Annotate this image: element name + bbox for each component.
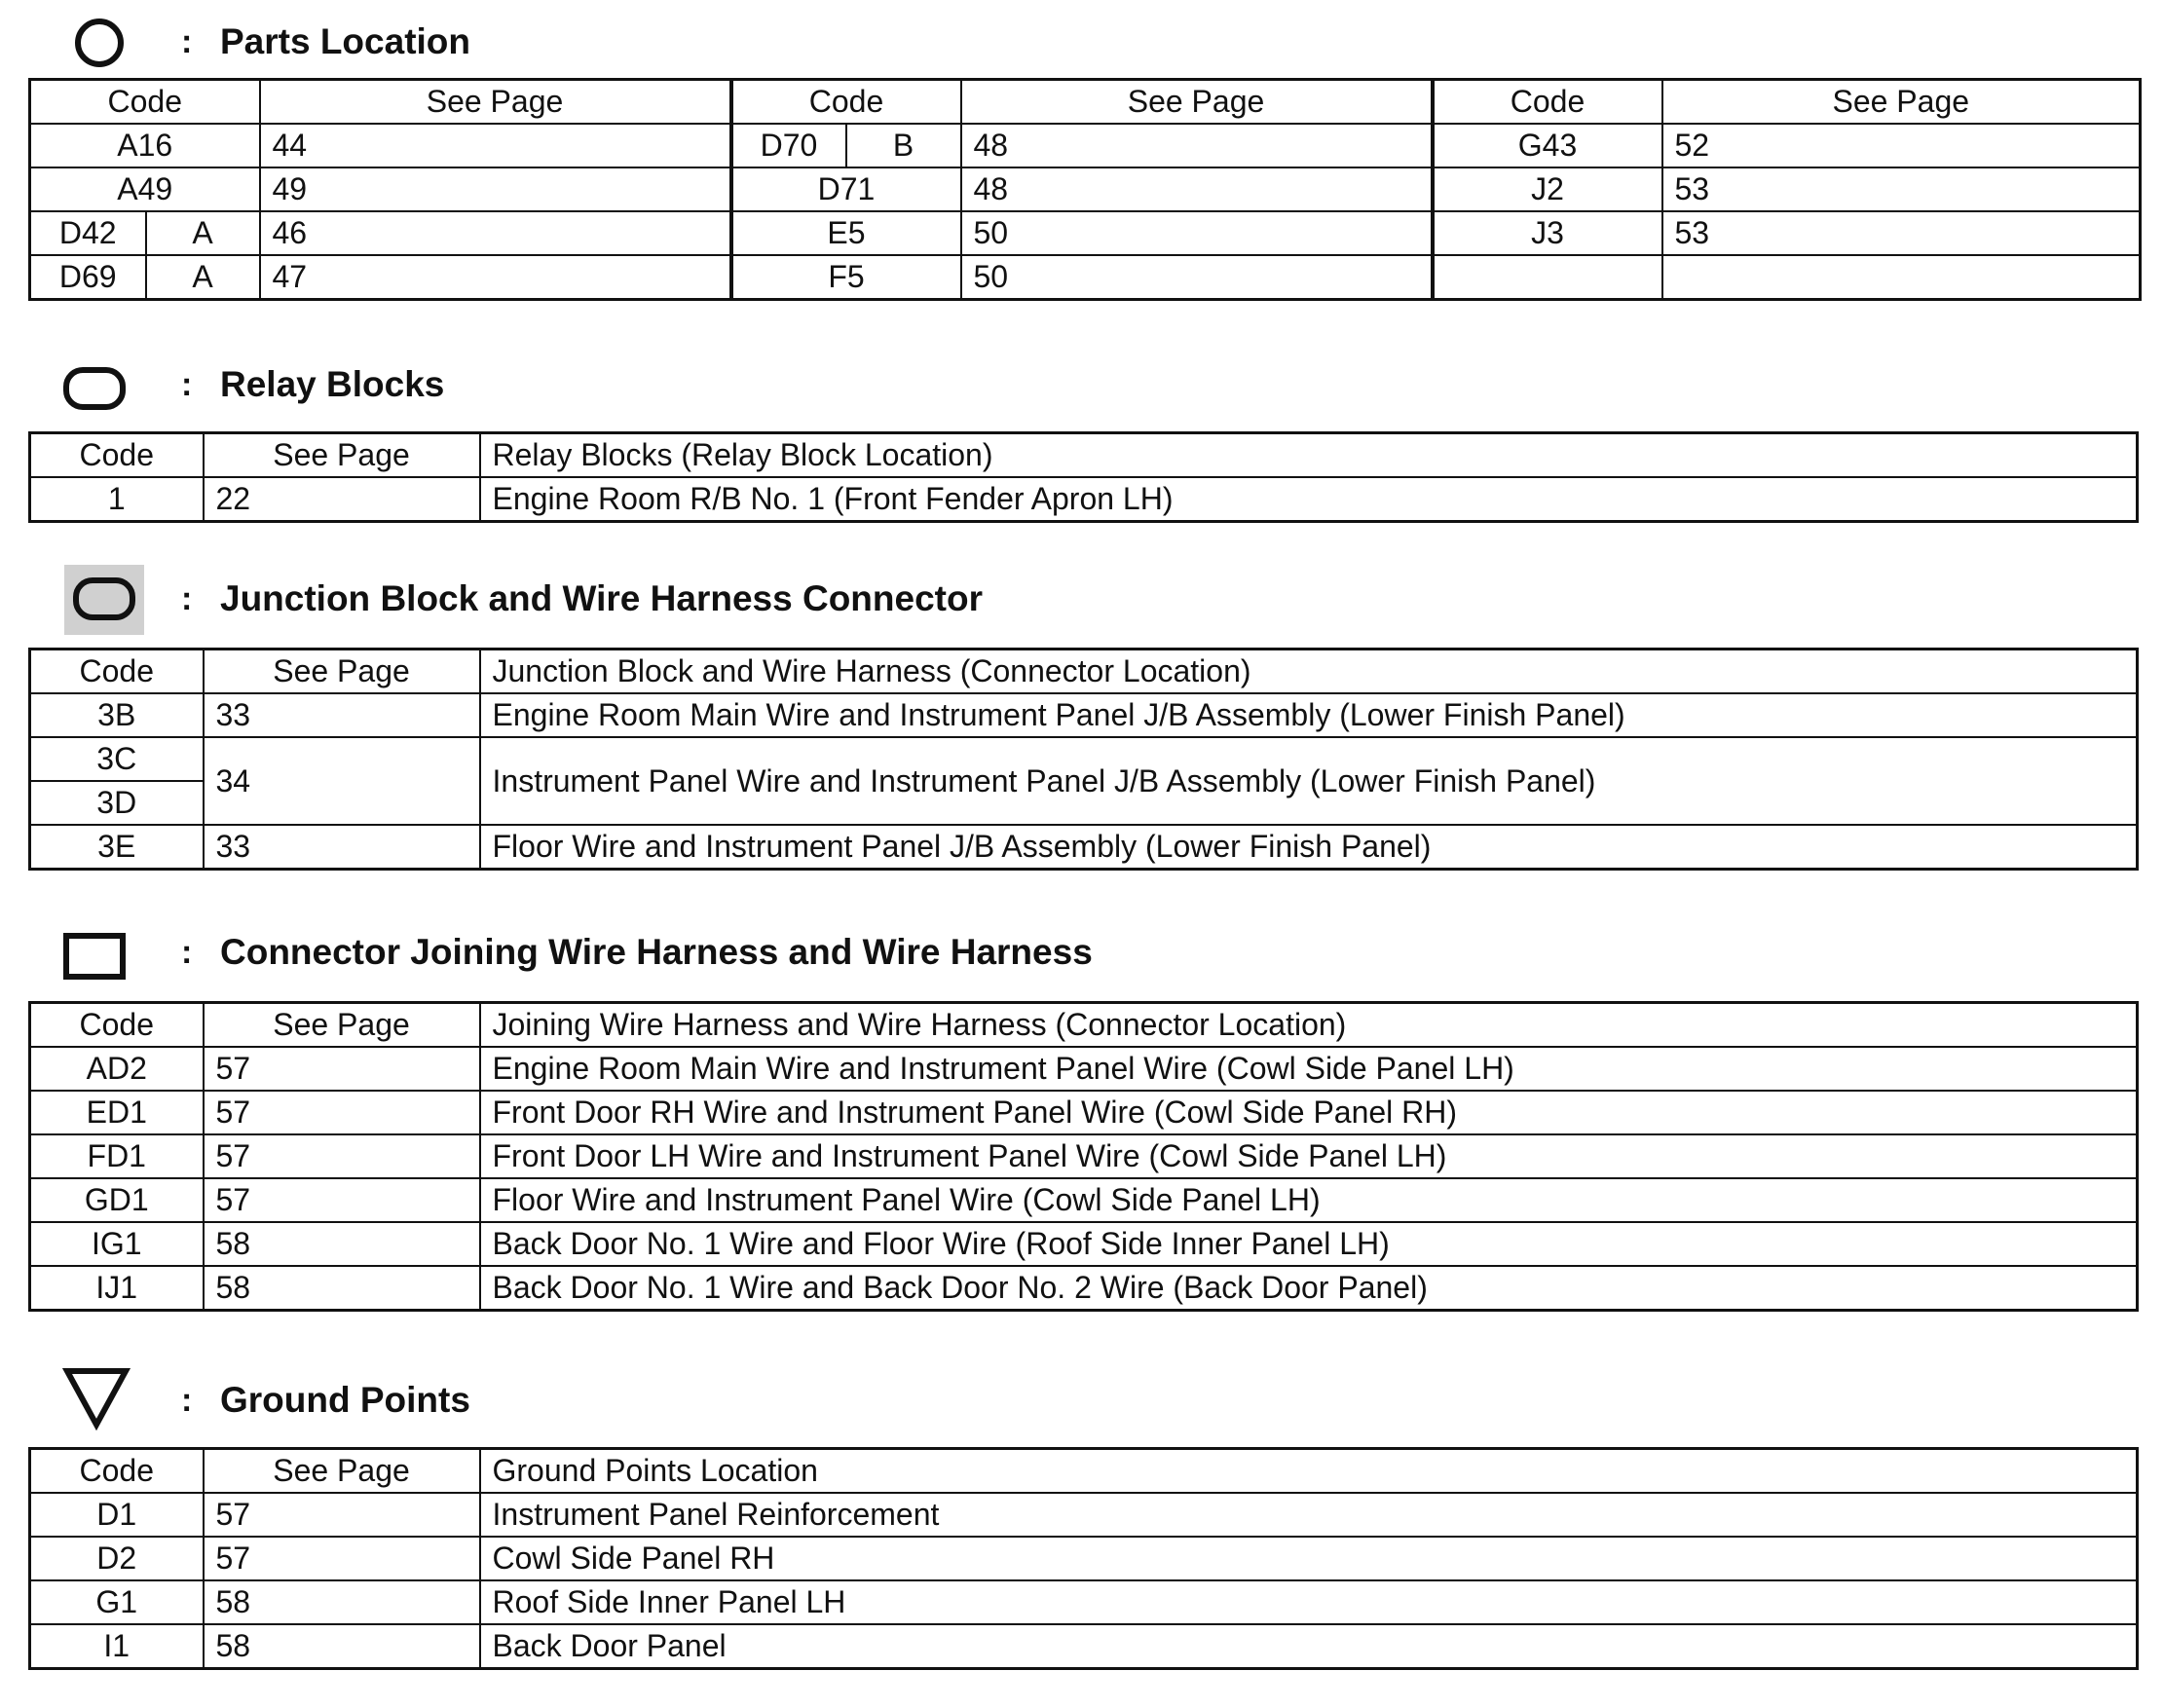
code-cell: D70 xyxy=(731,124,846,167)
junction-block-table xyxy=(28,648,2139,871)
code-cell: D69 xyxy=(30,255,146,300)
page-cell: 46 xyxy=(260,211,731,255)
header-see-page: See Page xyxy=(204,650,480,694)
page-cell: 52 xyxy=(1662,124,2141,167)
separator: : xyxy=(181,23,193,60)
section-title: Ground Points xyxy=(220,1380,470,1420)
header-description: Joining Wire Harness and Wire Harness (Connector Location) xyxy=(480,1003,2138,1048)
code-cell: G1 xyxy=(30,1580,204,1624)
header-code: Code xyxy=(30,1003,204,1048)
separator: : xyxy=(181,1382,193,1419)
sub-code-cell: B xyxy=(846,124,961,167)
header-see-page: See Page xyxy=(260,80,731,125)
table-header-row xyxy=(30,650,2138,694)
code-cell: IJ1 xyxy=(30,1266,204,1311)
code-cell: 1 xyxy=(30,477,204,522)
page-cell: 57 xyxy=(204,1091,480,1134)
code-cell: D1 xyxy=(30,1493,204,1537)
sub-code-cell: A xyxy=(146,211,260,255)
page-cell: 57 xyxy=(204,1178,480,1222)
section-title: Relay Blocks xyxy=(220,364,445,404)
page-cell: 57 xyxy=(204,1047,480,1091)
code-cell: FD1 xyxy=(30,1134,204,1178)
table-row xyxy=(30,1624,2138,1669)
table-row xyxy=(30,124,2141,167)
description-cell: Front Door RH Wire and Instrument Panel Wire (Cowl Side Panel RH) xyxy=(480,1091,2138,1134)
page-cell: 57 xyxy=(204,1134,480,1178)
page-cell: 57 xyxy=(204,1537,480,1580)
circle-icon xyxy=(74,18,125,68)
code-cell: ED1 xyxy=(30,1091,204,1134)
table-row xyxy=(30,1266,2138,1311)
empty-cell xyxy=(1662,255,2141,300)
page-cell: 50 xyxy=(961,211,1433,255)
table-header-row xyxy=(30,1003,2138,1048)
shaded-rounded-rect-icon xyxy=(64,565,144,635)
header-code: Code xyxy=(30,80,260,125)
table-row xyxy=(30,167,2141,211)
page-cell: 53 xyxy=(1662,167,2141,211)
table-row xyxy=(30,477,2138,522)
page-cell: 48 xyxy=(961,124,1433,167)
description-cell: Back Door No. 1 Wire and Floor Wire (Roof Side Inner Panel LH) xyxy=(480,1222,2138,1266)
table-header-row xyxy=(30,1449,2138,1494)
code-cell: IG1 xyxy=(30,1222,204,1266)
triangle-icon xyxy=(62,1366,131,1430)
header-code: Code xyxy=(731,80,961,125)
header-code: Code xyxy=(30,433,204,478)
code-cell: J2 xyxy=(1433,167,1662,211)
section-title: Junction Block and Wire Harness Connector xyxy=(220,578,983,618)
code-cell: AD2 xyxy=(30,1047,204,1091)
page-cell: 49 xyxy=(260,167,731,211)
description-cell: Cowl Side Panel RH xyxy=(480,1537,2138,1580)
table-row xyxy=(30,1222,2138,1266)
ground-points-table xyxy=(28,1447,2139,1670)
description-cell: Front Door LH Wire and Instrument Panel Wire (Cowl Side Panel LH) xyxy=(480,1134,2138,1178)
page-cell: 34 xyxy=(204,737,480,825)
table-row xyxy=(30,255,2141,300)
header-description: Junction Block and Wire Harness (Connector Location) xyxy=(480,650,2138,694)
code-cell: 3B xyxy=(30,693,204,737)
square-icon xyxy=(62,932,127,981)
description-cell: Back Door Panel xyxy=(480,1624,2138,1669)
table-header-row xyxy=(30,80,2141,125)
table-row xyxy=(30,1493,2138,1537)
header-see-page: See Page xyxy=(1662,80,2141,125)
code-cell: 3C xyxy=(30,737,204,781)
description-cell: Floor Wire and Instrument Panel J/B Assembly (Lower Finish Panel) xyxy=(480,825,2138,870)
table-row xyxy=(30,1047,2138,1091)
code-cell: I1 xyxy=(30,1624,204,1669)
header-code: Code xyxy=(30,1449,204,1494)
page-cell: 33 xyxy=(204,825,480,870)
description-cell: Engine Room Main Wire and Instrument Panel J/B Assembly (Lower Finish Panel) xyxy=(480,693,2138,737)
page-cell: 58 xyxy=(204,1266,480,1311)
separator: : xyxy=(181,934,193,971)
code-cell: D71 xyxy=(731,167,961,211)
header-see-page: See Page xyxy=(961,80,1433,125)
description-cell: Engine Room R/B No. 1 (Front Fender Apron LH) xyxy=(480,477,2138,522)
table-header-row xyxy=(30,433,2138,478)
page-cell: 53 xyxy=(1662,211,2141,255)
header-see-page: See Page xyxy=(204,1003,480,1048)
header-description: Relay Blocks (Relay Block Location) xyxy=(480,433,2138,478)
code-cell: 3D xyxy=(30,781,204,825)
header-description: Ground Points Location xyxy=(480,1449,2138,1494)
description-cell: Floor Wire and Instrument Panel Wire (Cowl Side Panel LH) xyxy=(480,1178,2138,1222)
code-cell: GD1 xyxy=(30,1178,204,1222)
code-cell: A16 xyxy=(30,124,260,167)
separator: : xyxy=(181,366,193,403)
relay-blocks-table xyxy=(28,431,2139,523)
description-cell: Instrument Panel Wire and Instrument Panel J/B Assembly (Lower Finish Panel) xyxy=(480,737,2138,825)
header-see-page: See Page xyxy=(204,1449,480,1494)
table-row xyxy=(30,1134,2138,1178)
page-cell: 50 xyxy=(961,255,1433,300)
table-row xyxy=(30,1580,2138,1624)
description-cell: Engine Room Main Wire and Instrument Panel Wire (Cowl Side Panel LH) xyxy=(480,1047,2138,1091)
page-cell: 58 xyxy=(204,1222,480,1266)
description-cell: Roof Side Inner Panel LH xyxy=(480,1580,2138,1624)
section-title: Parts Location xyxy=(220,21,470,61)
table-row xyxy=(30,211,2141,255)
table-row xyxy=(30,1178,2138,1222)
table-row xyxy=(30,825,2138,870)
header-code: Code xyxy=(1433,80,1662,125)
table-row xyxy=(30,737,2138,781)
header-see-page: See Page xyxy=(204,433,480,478)
header-code: Code xyxy=(30,650,204,694)
connector-joining-table xyxy=(28,1001,2139,1312)
separator: : xyxy=(181,580,193,617)
page-cell: 33 xyxy=(204,693,480,737)
page-cell: 48 xyxy=(961,167,1433,211)
code-cell: J3 xyxy=(1433,211,1662,255)
code-cell: A49 xyxy=(30,167,260,211)
description-cell: Instrument Panel Reinforcement xyxy=(480,1493,2138,1537)
page-cell: 58 xyxy=(204,1624,480,1669)
description-cell: Back Door No. 1 Wire and Back Door No. 2 Wire (Back Door Panel) xyxy=(480,1266,2138,1311)
code-cell: D2 xyxy=(30,1537,204,1580)
page-cell: 58 xyxy=(204,1580,480,1624)
code-cell: E5 xyxy=(731,211,961,255)
page-cell: 57 xyxy=(204,1493,480,1537)
rounded-rect-icon xyxy=(62,366,127,411)
page-cell: 44 xyxy=(260,124,731,167)
code-cell: G43 xyxy=(1433,124,1662,167)
page-cell: 47 xyxy=(260,255,731,300)
parts-location-table xyxy=(28,78,2142,301)
table-row xyxy=(30,1537,2138,1580)
page-cell: 22 xyxy=(204,477,480,522)
section-title: Connector Joining Wire Harness and Wire Harness xyxy=(220,932,1093,972)
empty-cell xyxy=(1433,255,1662,300)
sub-code-cell: A xyxy=(146,255,260,300)
code-cell: 3E xyxy=(30,825,204,870)
table-row xyxy=(30,693,2138,737)
code-cell: D42 xyxy=(30,211,146,255)
code-cell: F5 xyxy=(731,255,961,300)
table-row xyxy=(30,1091,2138,1134)
